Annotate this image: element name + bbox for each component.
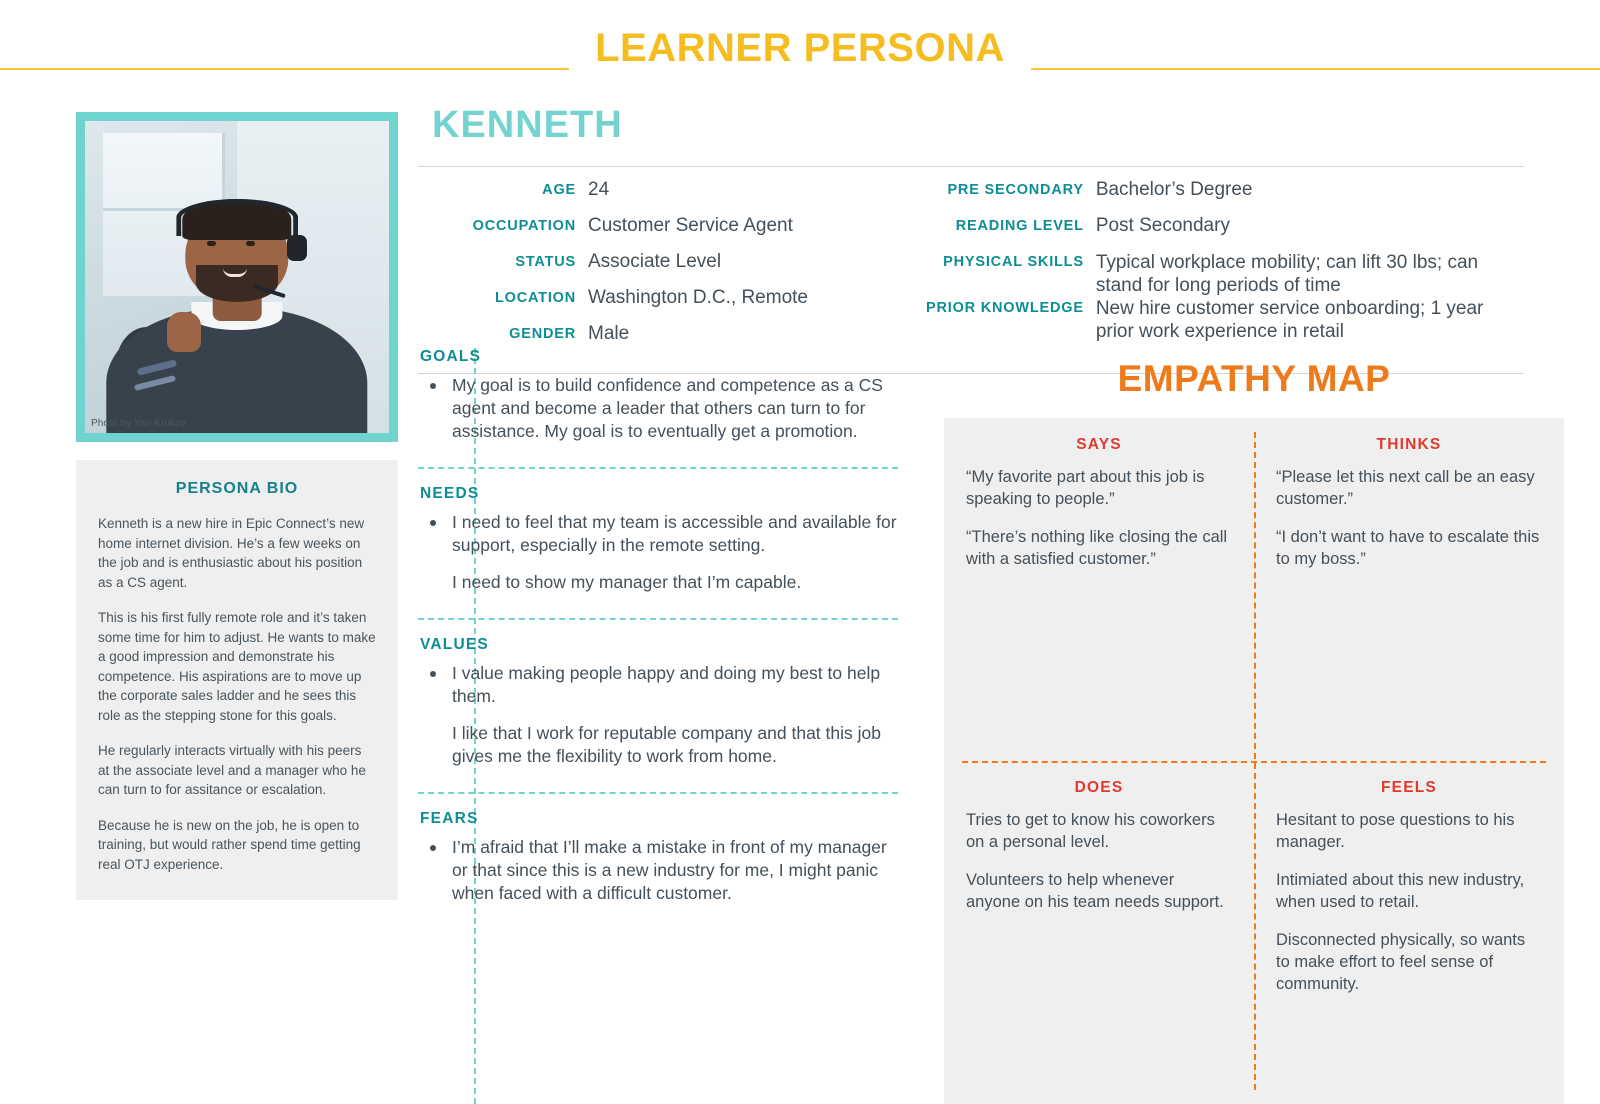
empathy-quadrant-thinks [1254, 418, 1564, 761]
section-goals [418, 348, 898, 463]
persona-bio-paragraph: He regularly interacts virtually with his peers at the associate level and a manager who he can turn to for assitance or escalation. [98, 743, 366, 797]
section-title-fears: FEARS [420, 810, 479, 827]
quadrant-label-does: DOES [1074, 779, 1124, 796]
empathy-quadrant-says [944, 418, 1254, 761]
empathy-quadrant-does [944, 761, 1254, 1104]
fact-value-occupation: Customer Service Agent [588, 215, 793, 236]
persona-photo-frame [76, 112, 398, 442]
section-divider [418, 792, 898, 794]
quadrant-line: “I don’t want to have to escalate this to my boss.” [1276, 528, 1540, 568]
fears-list [418, 836, 898, 905]
fact-value-location: Washington D.C., Remote [588, 287, 808, 308]
quadrant-line: Volunteers to help whenever anyone on his team needs support. [966, 871, 1224, 911]
fact-value-prior-knowledge: New hire customer service onboarding; 1 year prior work experience in retail [1095, 298, 1484, 342]
quadrant-label-feels: FEELS [1381, 779, 1437, 796]
fact-label-list-right [926, 179, 1096, 359]
fact-label-physical-skills: PHYSICAL SKILLS [943, 254, 1084, 270]
persona-facts [418, 166, 1524, 374]
fact-label-location: LOCATION [494, 290, 576, 306]
persona-bio-box [76, 460, 398, 900]
fact-value-age: 24 [588, 179, 610, 200]
list-item: I need to feel that my team is accessible and available for support, especially in the remote setting. [418, 511, 898, 557]
fact-value-physical-skills: Typical workplace mobility; can lift 30 lbs; can stand for long periods of time [1095, 252, 1479, 296]
section-values [418, 636, 898, 788]
left-column [76, 112, 398, 900]
fact-label-prior-knowledge: PRIOR KNOWLEDGE [926, 300, 1084, 316]
list-item: I’m afraid that I’ll make a mistake in front of my manager or that since this is a new industry for me, I might panic when faced with a difficult customer. [418, 836, 898, 905]
section-fears [418, 810, 898, 925]
list-item: I like that I work for reputable company and that this job gives me the flexibility to work from home. [452, 723, 881, 766]
fact-value-pre-secondary: Bachelor’s Degree [1095, 179, 1253, 200]
quadrant-line: “There’s nothing like closing the call with a satisfied customer.” [966, 528, 1228, 568]
quadrant-line: Tries to get to know his coworkers on a personal level. [966, 811, 1215, 851]
persona-bio-paragraph: Kenneth is a new hire in Epic Connect’s new home internet division. He’s a few weeks on the job and is enthusiastic about his position as a CS agent. [98, 516, 365, 590]
needs-list [418, 511, 898, 594]
persona-bio-paragraph: This is his first fully remote role and it’s taken some time for him to adjust. He wants to make a good impression and demonstrate his competence. His aspirations are to move up the corporate sales ladder and he sees this role as the stepping stone for this goals. [98, 610, 376, 723]
section-title-needs: NEEDS [420, 485, 480, 502]
empathy-map [944, 418, 1564, 1104]
fact-value-list-right [1096, 179, 1518, 359]
empathy-quadrant-feels [1254, 761, 1564, 1104]
fact-label-age: AGE [542, 182, 576, 198]
fact-value-gender: Male [588, 323, 630, 344]
goals-list [418, 374, 898, 443]
page-header [0, 0, 1600, 96]
empathy-horizontal-divider [962, 761, 1546, 763]
quadrant-line: “My favorite part about this job is speaking to people.” [966, 468, 1205, 508]
quadrant-line: Disconnected physically, so wants to make effort to feel sense of community. [1276, 931, 1526, 993]
quadrant-line: Hesitant to pose questions to his manager. [1276, 811, 1515, 851]
headset-icon [176, 199, 298, 236]
persona-facts-right [898, 179, 1518, 359]
persona-name: KENNETH [432, 104, 623, 146]
section-title-values: VALUES [420, 636, 489, 653]
persona-facts-left [418, 179, 898, 359]
photo-credit: Photo by Yan Krukov [91, 418, 186, 429]
photo-hand-detail [167, 312, 201, 352]
fact-label-reading-level: READING LEVEL [955, 218, 1084, 234]
list-item: I need to show my manager that I’m capable. [452, 572, 802, 592]
section-divider [418, 467, 898, 469]
fact-label-list-left [418, 179, 588, 359]
headset-earcup-detail [287, 235, 307, 261]
list-item: My goal is to build confidence and competence as a CS agent and become a leader that others can turn to for assistance. My goal is to eventually get a promotion. [418, 374, 898, 443]
page-title: LEARNER PERSONA [569, 26, 1031, 71]
middle-column [418, 348, 898, 925]
persona-photo [85, 121, 389, 433]
fact-value-list-left [588, 179, 808, 359]
fact-label-pre-secondary: PRE SECONDARY [947, 182, 1084, 198]
values-list [418, 662, 898, 768]
quadrant-label-thinks: THINKS [1376, 436, 1442, 453]
fact-label-gender: GENDER [509, 326, 576, 342]
photo-eye-right-detail [246, 241, 255, 246]
fact-value-reading-level: Post Secondary [1095, 215, 1230, 236]
list-item: I value making people happy and doing my best to help them. [418, 662, 898, 708]
fact-value-status: Associate Level [588, 251, 722, 272]
persona-bio-title: PERSONA BIO [175, 480, 299, 497]
section-needs [418, 485, 898, 614]
quadrant-line: “Please let this next call be an easy customer.” [1276, 468, 1535, 508]
photo-eye-left-detail [207, 241, 216, 246]
quadrant-label-says: SAYS [1076, 436, 1122, 453]
section-title-goals: GOALS [420, 348, 482, 365]
empathy-map-title: EMPATHY MAP [1117, 358, 1391, 399]
quadrant-line: Intimiated about this new industry, when used to retail. [1276, 871, 1525, 911]
persona-page [0, 96, 1600, 1066]
fact-label-status: STATUS [515, 254, 576, 270]
persona-bio-paragraph: Because he is new on the job, he is open to training, but would rather spend time getting real OTJ experience. [98, 817, 361, 872]
fact-label-occupation: OCCUPATION [472, 218, 576, 234]
section-divider [418, 618, 898, 620]
